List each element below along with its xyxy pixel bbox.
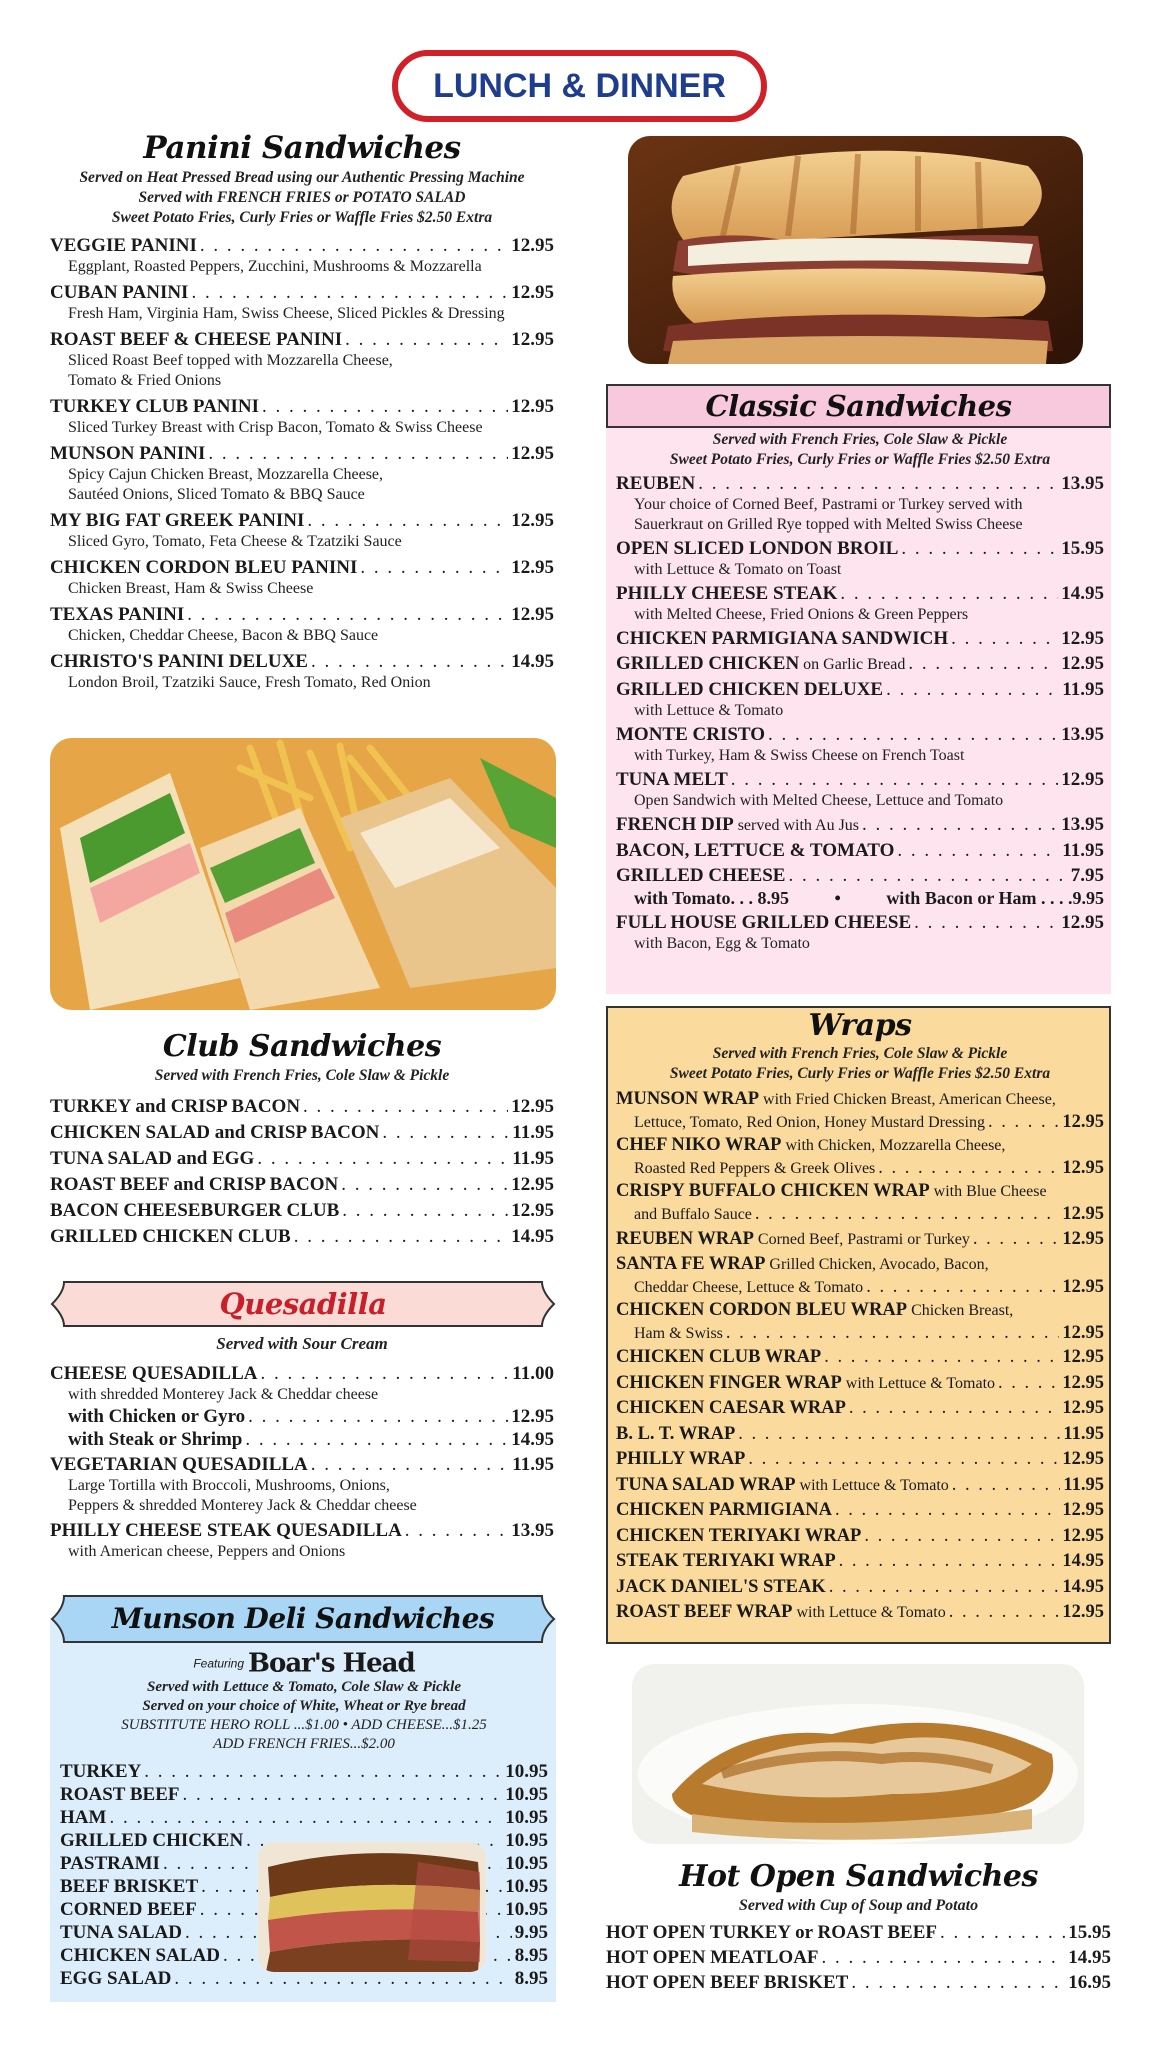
item-price: 14.95: [1062, 1576, 1104, 1597]
menu-item: [50, 1428, 554, 1451]
wraps-title: Wraps: [808, 1008, 912, 1043]
menu-item: [606, 1945, 1111, 1970]
item-name: HOT OPEN TURKEY or ROAST BEEF: [606, 1922, 937, 1943]
item-name: CHEF NIKO WRAP: [616, 1135, 782, 1155]
menu-item: [616, 1524, 1104, 1550]
menu-item: [60, 1783, 548, 1806]
item-name: GRILLED CHICKEN DELUXE: [616, 679, 884, 700]
item-name: TUNA SALAD and EGG: [50, 1148, 255, 1169]
item-name: ROAST BEEF and CRISP BACON: [50, 1174, 339, 1195]
item-name: REUBEN: [616, 473, 696, 494]
menu-item: [60, 1760, 548, 1783]
item-description: London Broil, Tzatziki Sauce, Fresh Tomato, Red Onion: [68, 674, 431, 691]
item-description: with Lettuce & Tomato on Toast: [634, 561, 842, 578]
item-price: 12.95: [511, 282, 554, 303]
item-name: CHEESE QUESADILLA: [50, 1363, 258, 1384]
menu-item: [50, 556, 554, 599]
menu-item: [616, 1422, 1104, 1448]
item-price: 14.95: [511, 1429, 554, 1450]
item-price: 14.95: [1068, 1947, 1111, 1968]
item-name: JACK DANIEL'S STEAK: [616, 1576, 826, 1597]
item-name: CHICKEN CAESAR WRAP: [616, 1398, 846, 1418]
menu-item: [616, 1498, 1104, 1524]
item-price: 16.95: [1068, 1972, 1111, 1993]
menu-item: [616, 678, 1104, 701]
item-price: 12.95: [1062, 1372, 1104, 1393]
menu-item: [616, 1396, 1104, 1422]
item-name: CHICKEN PARMIGIANA SANDWICH: [616, 628, 949, 649]
item-price: 9.95: [514, 1922, 548, 1944]
addon-tomato: with Tomato. . . 8.95: [634, 888, 790, 908]
item-price: 11.95: [512, 1148, 554, 1169]
menu-item: [50, 650, 554, 693]
panini-title: Panini Sandwiches: [143, 130, 461, 166]
item-price: 12.95: [511, 329, 554, 350]
menu-item: [50, 442, 554, 505]
item-description: Sliced Turkey Breast with Crisp Bacon, Tomato & Swiss Cheese: [68, 419, 483, 436]
item-name: HOT OPEN BEEF BRISKET: [606, 1972, 849, 1993]
item-price: 12.95: [511, 443, 554, 464]
item-price: 12.95: [1061, 653, 1104, 674]
item-name: PHILLY CHEESE STEAK: [616, 583, 838, 604]
panini-subtitle-2: Served with FRENCH FRIES or POTATO SALAD: [138, 189, 466, 206]
item-price: 8.95: [514, 1945, 548, 1967]
club-section: [50, 1028, 554, 1250]
menu-item: [616, 1253, 1104, 1299]
item-description: Fresh Ham, Virginia Ham, Swiss Cheese, Sliced Pickles & Dressing: [68, 305, 505, 322]
menu-item: [606, 1920, 1111, 1945]
item-name: HOT OPEN MEATLOAF: [606, 1947, 819, 1968]
item-price: 11.95: [1063, 1474, 1104, 1495]
item-description: and Buffalo Sauce: [634, 1206, 752, 1223]
item-price: 12.95: [1062, 1602, 1104, 1622]
addon-bacon-ham: with Bacon or Ham . . . .9.95: [886, 888, 1104, 908]
item-price: 12.95: [511, 1200, 554, 1221]
panini-item-list: [50, 234, 554, 693]
item-description: Your choice of Corned Beef, Pastrami or Turkey served with: [634, 496, 1023, 513]
item-price: 10.95: [505, 1807, 548, 1829]
item-name: CHICKEN CLUB WRAP: [616, 1347, 822, 1367]
item-description: with Lettuce & Tomato: [634, 702, 784, 719]
menu-item: [50, 234, 554, 277]
item-price: 13.95: [1061, 724, 1104, 745]
item-name: MONTE CRISTO: [616, 724, 766, 745]
item-price: 15.95: [1061, 538, 1104, 559]
hot-open-section: [606, 1858, 1111, 1995]
item-description: Spicy Cajun Chicken Breast, Mozzarella Cheese,: [68, 466, 384, 483]
item-name: MY BIG FAT GREEK PANINI: [50, 510, 305, 531]
item-price: 11.95: [1062, 840, 1104, 861]
item-price: 12.95: [1062, 1158, 1104, 1178]
item-price: 12.95: [511, 235, 554, 256]
menu-item: [616, 1549, 1104, 1575]
item-name: STEAK TERIYAKI WRAP: [616, 1551, 836, 1571]
deli-subtitle-2: Served on your choice of White, Wheat or Rye bread: [142, 1698, 466, 1715]
menu-item: [50, 395, 554, 438]
item-name: TURKEY and CRISP BACON: [50, 1096, 301, 1117]
hot-open-subtitle: Served with Cup of Soup and Potato: [738, 1897, 979, 1914]
item-description: Cheddar Cheese, Lettuce & Tomato: [634, 1279, 864, 1296]
menu-item: [50, 1094, 554, 1120]
item-name: OPEN SLICED LONDON BROIL: [616, 538, 899, 559]
item-price: 12.95: [1061, 769, 1104, 790]
menu-item: [50, 1198, 554, 1224]
menu-item: [50, 1224, 554, 1250]
club-title: Club Sandwiches: [162, 1029, 442, 1064]
item-price: 12.95: [511, 510, 554, 531]
menu-item: [50, 328, 554, 391]
item-name: TUNA SALAD WRAP: [616, 1474, 796, 1495]
item-name: MUNSON WRAP: [616, 1089, 760, 1109]
item-price: 13.95: [511, 1520, 554, 1541]
item-name: BACON, LETTUCE & TOMATO: [616, 840, 895, 861]
menu-item: [616, 1345, 1104, 1371]
menu-item: [616, 1447, 1104, 1473]
item-price: 12.95: [1062, 1112, 1104, 1132]
item-name: CORNED BEEF: [60, 1899, 197, 1921]
item-description: Large Tortilla with Broccoli, Mushrooms, Onions,: [68, 1477, 390, 1494]
item-inline-note: on Garlic Bread: [799, 656, 906, 673]
item-price: 8.95: [514, 1968, 548, 1990]
deli-subtitle-4: ADD FRENCH FRIES...$2.00: [213, 1736, 395, 1753]
item-description: Chicken Breast, Ham & Swiss Cheese: [68, 580, 314, 597]
item-price: 12.95: [511, 1096, 554, 1117]
quesadilla-subtitle: Served with Sour Cream: [216, 1334, 388, 1353]
item-inline-note: with Lettuce & Tomato: [792, 1604, 946, 1621]
item-price: 13.95: [1061, 473, 1104, 494]
item-price: 13.95: [1061, 814, 1104, 835]
item-price: 14.95: [511, 1226, 554, 1247]
menu-item: [616, 1575, 1104, 1601]
item-name: TUNA SALAD: [60, 1922, 182, 1944]
featuring-label: Featuring: [193, 1656, 245, 1671]
item-name: BEEF BRISKET: [60, 1876, 199, 1898]
menu-item: [50, 509, 554, 552]
menu-item: [50, 1120, 554, 1146]
item-inline-note: with Lettuce & Tomato: [795, 1476, 949, 1494]
menu-item: [616, 911, 1104, 934]
item-name: CUBAN PANINI: [50, 282, 189, 303]
menu-item: [616, 537, 1104, 560]
hot-open-sandwich-photo: [632, 1664, 1084, 1844]
item-description: with American cheese, Peppers and Onions: [68, 1543, 346, 1560]
menu-item: [606, 1970, 1111, 1995]
item-description: with Bacon, Egg & Tomato: [634, 935, 810, 952]
deli-banner: [50, 1594, 556, 1644]
item-name: CHICKEN CORDON BLEU WRAP: [616, 1300, 908, 1320]
item-description: Peppers & shredded Monterey Jack & Cheddar cheese: [68, 1497, 417, 1514]
brand-name: Boar's Head: [248, 1648, 415, 1679]
item-name: BACON CHEESEBURGER CLUB: [50, 1200, 340, 1221]
item-description: Open Sandwich with Melted Cheese, Lettuce and Tomato: [634, 792, 1004, 809]
quesadilla-section: [50, 1334, 554, 1562]
item-name: SANTA FE WRAP: [616, 1254, 766, 1274]
item-price: 11.95: [512, 1454, 554, 1475]
item-inline-note: Grilled Chicken, Avocado, Bacon,: [765, 1256, 989, 1273]
item-price: 12.95: [1062, 1347, 1104, 1367]
item-name: ROAST BEEF & CHEESE PANINI: [50, 329, 343, 350]
item-name: HAM: [60, 1807, 107, 1829]
item-name: GRILLED CHICKEN: [616, 653, 800, 674]
menu-item: [616, 472, 1104, 495]
item-name: REUBEN WRAP: [616, 1229, 754, 1249]
item-price: 11.95: [1062, 679, 1104, 700]
bullet-icon: •: [834, 888, 841, 908]
classic-section: [616, 430, 1104, 954]
item-name: CHICKEN SALAD and CRISP BACON: [50, 1122, 380, 1143]
item-price: 12.95: [1062, 1204, 1104, 1224]
menu-item: [616, 1299, 1104, 1345]
menu-item: [616, 813, 1104, 837]
item-price: 12.95: [1062, 1500, 1104, 1520]
item-name: GRILLED CHEESE: [616, 865, 786, 886]
classic-subtitle-1: Served with French Fries, Cole Slaw & Pickle: [712, 431, 1008, 448]
item-name: VEGETARIAN QUESADILLA: [50, 1454, 308, 1475]
item-name: VEGGIE PANINI: [50, 235, 197, 256]
item-description: Ham & Swiss: [634, 1325, 723, 1342]
menu-item: [50, 1453, 554, 1476]
wraps-section: [616, 1008, 1104, 1626]
deli-title: Munson Deli Sandwiches: [111, 1602, 495, 1635]
menu-item: [60, 1806, 548, 1829]
item-price: 11.00: [512, 1363, 554, 1384]
item-price: 10.95: [505, 1853, 548, 1875]
menu-item: [616, 1180, 1104, 1226]
item-price: 14.95: [1062, 1551, 1104, 1571]
item-price: 12.95: [511, 396, 554, 417]
menu-item: [50, 603, 554, 646]
menu-item: [616, 1088, 1104, 1134]
menu-item: [616, 768, 1104, 791]
classic-title: Classic Sandwiches: [705, 389, 1012, 423]
item-name: MUNSON PANINI: [50, 443, 206, 464]
item-name: with Steak or Shrimp: [68, 1429, 243, 1450]
item-name: ROAST BEEF: [60, 1784, 180, 1806]
menu-item: [616, 582, 1104, 605]
wraps-subtitle-1: Served with French Fries, Cole Slaw & Pickle: [712, 1045, 1008, 1062]
menu-item: [616, 1134, 1104, 1180]
item-name: PHILLY CHEESE STEAK QUESADILLA: [50, 1520, 402, 1541]
item-price: 12.95: [511, 1406, 554, 1427]
item-price: 10.95: [505, 1830, 548, 1852]
panini-subtitle-1: Served on Heat Pressed Bread using our Authentic Pressing Machine: [79, 169, 525, 186]
item-inline-note: with Blue Cheese: [929, 1183, 1047, 1200]
item-price: 10.95: [505, 1876, 548, 1898]
item-description: with Melted Cheese, Fried Onions & Green Peppers: [634, 606, 969, 623]
item-description: Eggplant, Roasted Peppers, Zucchini, Mushrooms & Mozzarella: [68, 258, 482, 275]
item-name: TEXAS PANINI: [50, 604, 185, 625]
item-name: CHICKEN CORDON BLEU PANINI: [50, 557, 358, 578]
item-price: 14.95: [1061, 583, 1104, 604]
menu-item: [616, 1600, 1104, 1626]
classic-subtitle-2: Sweet Potato Fries, Curly Fries or Waffle Fries $2.50 Extra: [669, 451, 1051, 468]
item-inline-note: with Chicken, Mozzarella Cheese,: [781, 1137, 1006, 1154]
item-price: 12.95: [511, 557, 554, 578]
item-inline-note: Corned Beef, Pastrami or Turkey: [753, 1231, 970, 1248]
panini-subtitle-3: Sweet Potato Fries, Curly Fries or Waffle Fries $2.50 Extra: [111, 209, 493, 226]
item-price: 12.95: [1062, 1277, 1104, 1297]
item-name: with Chicken or Gyro: [68, 1406, 246, 1427]
item-name: CRISPY BUFFALO CHICKEN WRAP: [616, 1181, 930, 1201]
item-price: 12.95: [511, 1174, 554, 1195]
item-price: 12.95: [1062, 1229, 1104, 1249]
item-description: Tomato & Fried Onions: [68, 372, 222, 389]
item-name: ROAST BEEF WRAP: [616, 1602, 793, 1622]
item-price: 11.95: [1063, 1423, 1104, 1444]
item-price: 12.95: [1061, 912, 1104, 933]
boars-head-logo: [60, 1648, 548, 1678]
classic-title-bar: [606, 384, 1111, 428]
item-name: CHICKEN FINGER WRAP: [616, 1372, 842, 1393]
menu-item: [616, 723, 1104, 746]
item-description: Chicken, Cheddar Cheese, Bacon & BBQ Sauce: [68, 627, 379, 644]
item-name: TUNA MELT: [616, 769, 728, 790]
item-price: 12.95: [1062, 1525, 1104, 1546]
item-name: TURKEY: [60, 1761, 142, 1783]
menu-item: [50, 1146, 554, 1172]
wraps-subtitle-2: Sweet Potato Fries, Curly Fries or Waffle Fries $2.50 Extra: [669, 1065, 1051, 1082]
item-description: Sautéed Onions, Sliced Tomato & BBQ Sauce: [68, 486, 365, 503]
item-price: 15.95: [1068, 1922, 1111, 1943]
item-price: 12.95: [1061, 628, 1104, 649]
item-name: FRENCH DIP: [616, 814, 734, 835]
item-name: CHICKEN TERIYAKI WRAP: [616, 1525, 862, 1546]
menu-item: [616, 864, 1104, 887]
item-name: PHILLY WRAP: [616, 1449, 746, 1469]
menu-item: [616, 652, 1104, 676]
item-inline-note: with Fried Chicken Breast, American Cheese,: [759, 1091, 1056, 1108]
page-title: LUNCH & DINNER: [392, 50, 767, 122]
menu-item: [50, 281, 554, 324]
reuben-photo: [258, 1842, 486, 1972]
item-name: CHRISTO'S PANINI DELUXE: [50, 651, 308, 672]
deli-subtitle-1: Served with Lettuce & Tomato, Cole Slaw & Pickle: [146, 1679, 461, 1696]
menu-item: [616, 1371, 1104, 1397]
item-description: Sauerkraut on Grilled Rye topped with Melted Swiss Cheese: [634, 516, 1023, 533]
item-price: 11.95: [512, 1122, 554, 1143]
item-price: 12.95: [511, 604, 554, 625]
item-inline-note: Chicken Breast,: [907, 1302, 1014, 1319]
deli-subtitle-3: SUBSTITUTE HERO ROLL ...$1.00 • ADD CHEESE...$1.25: [121, 1717, 487, 1734]
item-price: 10.95: [505, 1784, 548, 1806]
club-sandwich-photo: [50, 738, 556, 1010]
club-subtitle: Served with French Fries, Cole Slaw & Pickle: [154, 1067, 450, 1084]
item-name: CHICKEN PARMIGIANA: [616, 1500, 833, 1520]
item-description: Sliced Roast Beef topped with Mozzarella Cheese,: [68, 352, 393, 369]
item-name: PASTRAMI: [60, 1853, 160, 1875]
item-price: 12.95: [1062, 1398, 1104, 1418]
panini-photo: [628, 136, 1083, 364]
item-name: GRILLED CHICKEN CLUB: [50, 1226, 291, 1247]
item-price: 14.95: [511, 651, 554, 672]
item-name: GRILLED CHICKEN: [60, 1830, 244, 1852]
item-name: EGG SALAD: [60, 1968, 172, 1990]
item-name: CHICKEN SALAD: [60, 1945, 220, 1967]
item-inline-note: with Lettuce & Tomato: [841, 1374, 996, 1392]
menu-item: [616, 1228, 1104, 1251]
item-price: 12.95: [1062, 1323, 1104, 1343]
grilled-cheese-addons: [616, 887, 1104, 909]
item-description: with shredded Monterey Jack & Cheddar cheese: [68, 1386, 379, 1403]
menu-item: [50, 1172, 554, 1198]
quesadilla-title: Quesadilla: [219, 1287, 387, 1321]
item-name: TURKEY CLUB PANINI: [50, 396, 260, 417]
menu-item: [616, 839, 1104, 862]
menu-item: [50, 1519, 554, 1542]
hot-open-title: Hot Open Sandwiches: [679, 1859, 1038, 1894]
item-description: Lettuce, Tomato, Red Onion, Honey Mustard Dressing: [634, 1114, 985, 1131]
menu-item: [616, 1473, 1104, 1499]
item-description: with Turkey, Ham & Swiss Cheese on French Toast: [634, 747, 965, 764]
menu-item: [50, 1362, 554, 1385]
panini-section: [50, 128, 554, 693]
item-price: 10.95: [505, 1899, 548, 1921]
menu-item: [616, 627, 1104, 650]
item-price: 10.95: [505, 1761, 548, 1783]
item-price: 7.95: [1070, 865, 1104, 886]
item-description: Sliced Gyro, Tomato, Feta Cheese & Tzatziki Sauce: [68, 533, 402, 550]
menu-item: [50, 1405, 554, 1428]
item-description: Roasted Red Peppers & Greek Olives: [634, 1160, 876, 1177]
item-name: B. L. T. WRAP: [616, 1423, 736, 1444]
quesadilla-banner: [50, 1280, 556, 1328]
item-price: 12.95: [1062, 1449, 1104, 1469]
item-inline-note: served with Au Jus: [733, 817, 860, 834]
item-name: FULL HOUSE GRILLED CHEESE: [616, 912, 912, 933]
